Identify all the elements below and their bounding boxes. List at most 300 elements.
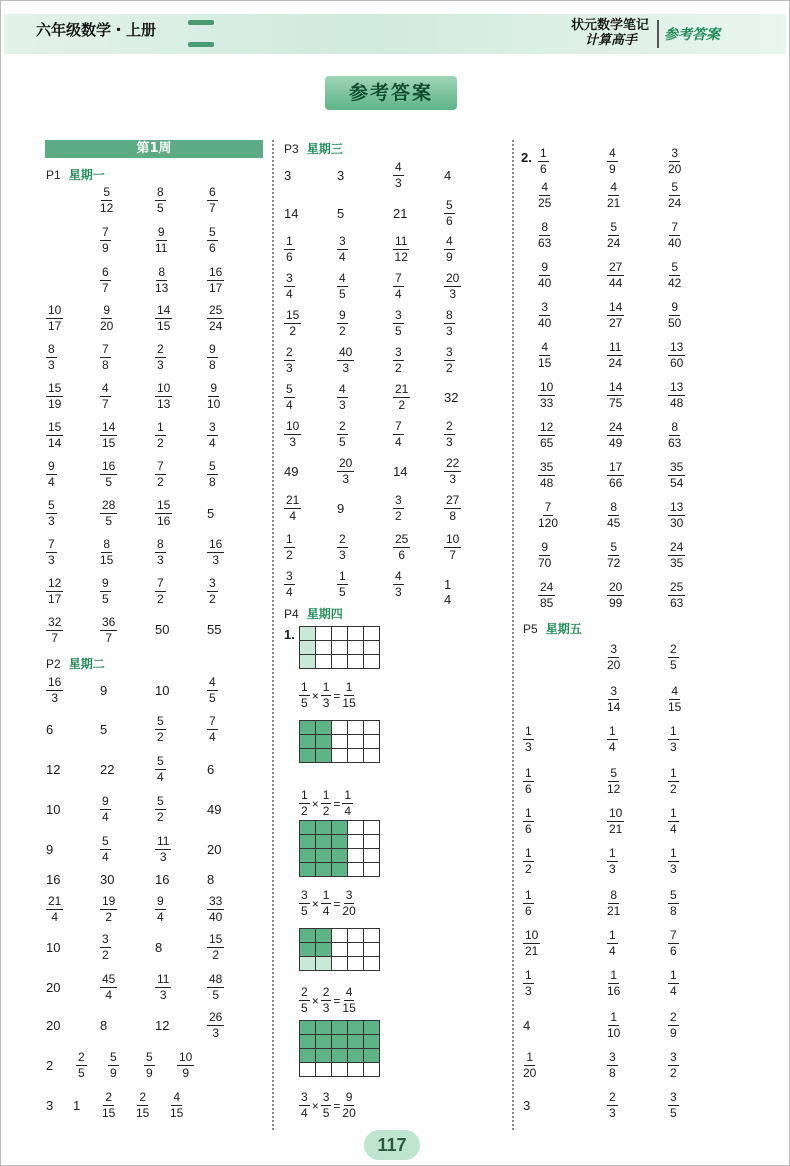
denominator: 4 xyxy=(286,585,293,599)
denominator: 2 xyxy=(209,592,216,606)
numerator: 9 xyxy=(339,308,346,322)
numerator: 5 xyxy=(110,1050,117,1064)
denominator: 19 xyxy=(48,397,62,411)
numerator: 14 xyxy=(609,300,623,314)
denominator: 12 xyxy=(100,201,114,215)
numerator: 3 xyxy=(446,345,453,359)
header-divider xyxy=(657,20,659,48)
answer-p1-p2 xyxy=(46,894,63,925)
denominator: 3 xyxy=(449,287,457,301)
answer-p4-p5 xyxy=(668,846,679,877)
denominator: 4 xyxy=(609,740,616,754)
numerator: 3 xyxy=(541,300,549,314)
denominator: 8 xyxy=(102,358,109,372)
grid-cell xyxy=(332,821,348,835)
numerator: 4 xyxy=(339,382,346,396)
numerator: 20 xyxy=(609,580,623,594)
grid-cell xyxy=(348,1035,364,1049)
numerator: 7 xyxy=(395,419,402,433)
answer-p4-p5 xyxy=(668,928,679,959)
grid-cell xyxy=(348,849,364,863)
answer-p1-p2: 12 xyxy=(155,1018,170,1033)
numerator: 1 xyxy=(339,569,346,583)
answer-p3 xyxy=(393,308,404,339)
denominator: 5 xyxy=(105,514,113,528)
numerator: 1 xyxy=(526,1050,534,1064)
answer-p1-p2 xyxy=(207,894,224,925)
numerator: 3 xyxy=(286,569,293,583)
answer-p4-p5 xyxy=(607,684,620,715)
answer-p1-p2 xyxy=(100,185,113,216)
operator: × xyxy=(311,796,319,811)
denominator: 2 xyxy=(157,592,164,606)
denominator: 63 xyxy=(668,436,682,450)
denominator: 3 xyxy=(342,361,350,375)
numerator: 3 xyxy=(286,271,293,285)
section-page: P5 xyxy=(523,622,538,636)
answer-p1-p2 xyxy=(155,714,166,745)
grid-cell xyxy=(300,1049,316,1063)
answer-p3 xyxy=(444,308,455,339)
denominator: 3 xyxy=(525,984,532,998)
grid-cell xyxy=(364,721,380,735)
denominator: 21 xyxy=(525,944,539,958)
denominator: 5 xyxy=(102,592,109,606)
denominator: 40 xyxy=(538,316,552,330)
grid-cell xyxy=(364,943,380,957)
denominator: 9 xyxy=(609,162,616,176)
denominator: 8 xyxy=(209,358,216,372)
numerator: 16 xyxy=(102,459,116,473)
answer-p4-p5 xyxy=(668,724,679,755)
denominator: 3 xyxy=(322,1001,330,1015)
answer-p4-p5 xyxy=(607,1090,618,1121)
answer-p1-p2 xyxy=(100,972,117,1003)
numerator: 7 xyxy=(395,271,402,285)
grid-cell xyxy=(300,863,316,877)
page-title: 参考答案 xyxy=(325,76,457,110)
answer-p1-p2: 10 xyxy=(46,940,61,955)
answer-p3 xyxy=(284,569,295,600)
numerator: 25 xyxy=(209,303,223,317)
grid-cell xyxy=(364,821,380,835)
denominator: 30 xyxy=(670,516,684,530)
grid-cell xyxy=(332,1035,348,1049)
question-label-1: 1. xyxy=(284,627,295,642)
grid-cell xyxy=(332,1021,348,1035)
answer-p1-p2 xyxy=(207,932,224,963)
answer-p1-p2 xyxy=(155,185,166,216)
grid-cell xyxy=(332,943,348,957)
book-title: 六年级数学・上册 xyxy=(36,21,157,39)
grid-cell xyxy=(316,849,332,863)
section-page: P2 xyxy=(46,657,61,671)
answer-p4-p5 xyxy=(668,580,685,611)
denominator: 7 xyxy=(102,397,109,411)
denominator: 17 xyxy=(209,281,223,295)
denominator: 2 xyxy=(339,324,346,338)
numerator: 21 xyxy=(395,382,409,396)
grid-cell xyxy=(300,735,316,749)
denominator: 15 xyxy=(157,319,171,333)
fraction xyxy=(342,888,355,919)
denominator: 24 xyxy=(668,196,682,210)
grid-cell xyxy=(300,655,316,669)
numerator: 15 xyxy=(209,932,223,946)
operator: = xyxy=(333,796,341,811)
numerator: 1 xyxy=(610,968,618,982)
grid-cell xyxy=(348,735,364,749)
numerator: 8 xyxy=(103,537,111,551)
answer-p3 xyxy=(393,234,409,265)
denominator: 2 xyxy=(157,810,164,824)
denominator: 7 xyxy=(105,631,113,645)
answer-p1-p2 xyxy=(100,537,113,568)
numerator: 9 xyxy=(157,225,165,239)
grid-cell xyxy=(300,957,316,971)
denominator: 20 xyxy=(342,904,356,918)
numerator: 11 xyxy=(157,972,170,986)
answer-p1-p2 xyxy=(136,1090,149,1121)
answer-p1-p2 xyxy=(155,381,172,412)
numerator: 9 xyxy=(102,576,109,590)
denominator: 85 xyxy=(540,596,554,610)
answer-p1-p2 xyxy=(46,537,57,568)
denominator: 13 xyxy=(155,281,169,295)
denominator: 5 xyxy=(339,435,346,449)
numerator: 2 xyxy=(670,1010,677,1024)
answer-p1-p2 xyxy=(76,1050,87,1081)
numerator: 8 xyxy=(610,500,618,514)
numerator: 4 xyxy=(671,684,679,698)
answer-p3 xyxy=(393,532,410,563)
answer-p4-p5 xyxy=(523,968,534,999)
numerator: 11 xyxy=(609,340,622,354)
fraction-grid-3 xyxy=(299,820,380,877)
denominator: 8 xyxy=(670,904,677,918)
grid-cell xyxy=(300,929,316,943)
numerator: 5 xyxy=(610,540,618,554)
denominator: 75 xyxy=(609,396,623,410)
fraction xyxy=(299,788,310,819)
answer-p3 xyxy=(337,308,348,339)
grid-cell xyxy=(364,1021,380,1035)
answer-p1-p2 xyxy=(100,303,113,334)
denominator: 6 xyxy=(525,904,532,918)
denominator: 6 xyxy=(209,241,216,255)
operator: = xyxy=(333,688,341,703)
section-day: 星期三 xyxy=(306,142,343,156)
numerator: 10 xyxy=(540,380,554,394)
numerator: 28 xyxy=(102,498,116,512)
answer-p4-p5 xyxy=(607,724,618,755)
answer-p1-p2 xyxy=(144,1050,155,1081)
fraction xyxy=(299,1090,310,1121)
denominator: 21 xyxy=(607,196,621,210)
numerator: 19 xyxy=(102,894,116,908)
answer-p4-p5 xyxy=(523,806,534,837)
grid-cell xyxy=(316,1063,332,1077)
grid-equation-1 xyxy=(299,680,356,711)
grid-cell xyxy=(316,957,332,971)
answer-p1-p2 xyxy=(170,1090,183,1121)
grid-cell xyxy=(332,735,348,749)
section-p2 xyxy=(46,655,105,672)
answer-p3 xyxy=(284,271,295,302)
page-number: 117 xyxy=(364,1130,420,1160)
answer-p1-p2: 10 xyxy=(155,683,170,698)
grid-cell xyxy=(300,821,316,835)
numerator: 20 xyxy=(339,456,353,470)
denominator: 8 xyxy=(609,1066,616,1080)
numerator: 15 xyxy=(48,420,62,434)
column-divider xyxy=(272,140,274,1130)
answer-p1-p2 xyxy=(207,459,218,490)
numerator: 4 xyxy=(541,180,549,194)
numerator: 24 xyxy=(609,420,623,434)
answer-p1-p2 xyxy=(155,342,166,373)
numerator: 24 xyxy=(540,580,554,594)
denominator: 3 xyxy=(449,472,457,486)
denominator: 6 xyxy=(398,548,406,562)
answer-p4-p5 xyxy=(607,180,620,211)
answer-p1-p2 xyxy=(207,1010,224,1041)
answer-p1-p2 xyxy=(155,498,172,529)
numerator: 8 xyxy=(610,888,618,902)
numerator: 5 xyxy=(286,382,293,396)
answer-p3 xyxy=(284,419,301,450)
denominator: 3 xyxy=(670,740,677,754)
denominator: 17 xyxy=(48,319,62,333)
denominator: 45 xyxy=(607,516,621,530)
denominator: 15 xyxy=(136,1106,150,1120)
denominator: 3 xyxy=(286,361,293,375)
grid-cell xyxy=(364,1035,380,1049)
denominator: 21 xyxy=(609,822,623,836)
answer-p3 xyxy=(337,569,348,600)
denominator: 2 xyxy=(286,548,293,562)
answer-p1-p2: 9 xyxy=(100,683,108,698)
denominator: 3 xyxy=(212,1026,220,1040)
numerator: 4 xyxy=(102,381,109,395)
section-day: 星期四 xyxy=(306,607,343,621)
numerator: 2 xyxy=(322,985,330,999)
fraction xyxy=(342,985,355,1016)
answer-p1-p2 xyxy=(207,675,218,706)
grid-cell xyxy=(316,627,332,641)
answer-p4-p5 xyxy=(668,968,679,999)
denominator: 3 xyxy=(48,358,55,372)
answer-p3 xyxy=(393,493,404,524)
numerator: 1 xyxy=(540,146,547,160)
numerator: 9 xyxy=(209,342,216,356)
numerator: 2 xyxy=(157,342,164,356)
denominator: 25 xyxy=(538,196,552,210)
numerator: 1 xyxy=(609,724,616,738)
answer-p3 xyxy=(444,532,461,563)
answer-p1-p2 xyxy=(155,420,166,451)
section-p5 xyxy=(523,620,582,637)
grid-cell xyxy=(332,1049,348,1063)
numerator: 1 xyxy=(322,788,330,802)
answer-p3 xyxy=(284,234,295,265)
answer-p1-p2: 1 xyxy=(73,1098,81,1113)
numerator: 4 xyxy=(609,146,616,160)
answer-p1-p2 xyxy=(207,972,224,1003)
numerator: 9 xyxy=(541,540,549,554)
denominator: 3 xyxy=(289,435,297,449)
grid-equation-3 xyxy=(299,888,356,919)
answer-p1-p2: 10 xyxy=(46,802,61,817)
numerator: 8 xyxy=(48,342,55,356)
answer-p4-p5 xyxy=(538,460,555,491)
fraction xyxy=(342,788,353,819)
numerator: 17 xyxy=(609,460,623,474)
answer-p1-p2: 20 xyxy=(207,842,222,857)
grid-cell xyxy=(348,749,364,763)
numerator: 5 xyxy=(102,834,109,848)
numerator: 3 xyxy=(345,888,353,902)
numerator: 3 xyxy=(301,1090,308,1104)
answer-p4-p5 xyxy=(538,500,558,531)
series-line2: 计算高手 xyxy=(585,33,638,48)
denominator: 4 xyxy=(670,984,677,998)
denominator: 6 xyxy=(525,822,532,836)
grid-cell xyxy=(332,1063,348,1077)
denominator: 2 xyxy=(212,948,220,962)
denominator: 4 xyxy=(286,287,293,301)
numerator: 15 xyxy=(286,308,300,322)
answer-p3 xyxy=(393,345,404,376)
grid-cell xyxy=(364,641,380,655)
denominator: 70 xyxy=(538,556,552,570)
answer-p4-p5 xyxy=(538,180,551,211)
denominator: 3 xyxy=(446,435,453,449)
denominator: 15 xyxy=(668,700,682,714)
numerator: 9 xyxy=(671,300,679,314)
answer-p3 xyxy=(284,532,295,563)
grid-cell xyxy=(316,721,332,735)
numerator: 5 xyxy=(157,754,164,768)
numerator: 2 xyxy=(446,419,453,433)
numerator: 27 xyxy=(609,260,623,274)
answer-p4-p5 xyxy=(668,766,679,797)
grid-cell xyxy=(316,655,332,669)
numerator: 13 xyxy=(670,380,684,394)
answer-p1-p2 xyxy=(46,381,63,412)
numerator: 6 xyxy=(102,265,109,279)
denominator: 15 xyxy=(102,436,116,450)
answer-p1-p2: 12 xyxy=(46,762,61,777)
denominator: 9 xyxy=(146,1066,153,1080)
answer-p3 xyxy=(444,419,455,450)
grid-cell xyxy=(364,957,380,971)
denominator: 7 xyxy=(209,201,216,215)
answer-p1-p2 xyxy=(46,615,63,646)
answer-p4-p5 xyxy=(523,766,534,797)
numerator: 11 xyxy=(157,834,170,848)
numerator: 8 xyxy=(541,220,549,234)
denominator: 20 xyxy=(100,319,114,333)
answer-p1-p2 xyxy=(207,265,224,296)
denominator: 6 xyxy=(670,944,677,958)
numerator: 1 xyxy=(322,888,330,902)
answer-p3 xyxy=(337,419,348,450)
denominator: 40 xyxy=(209,910,223,924)
numerator: 32 xyxy=(48,615,62,629)
denominator: 65 xyxy=(540,436,554,450)
grid-cell xyxy=(364,627,380,641)
answer-p1-p2 xyxy=(100,932,111,963)
denominator: 72 xyxy=(607,556,621,570)
denominator: 4 xyxy=(609,944,616,958)
answer-p4-p5 xyxy=(607,500,620,531)
numerator: 7 xyxy=(209,714,216,728)
answer-p4-p5 xyxy=(668,460,685,491)
numerator: 3 xyxy=(322,1090,330,1104)
answer-p4-p5 xyxy=(668,220,681,251)
fraction xyxy=(299,985,310,1016)
denominator: 48 xyxy=(540,476,554,490)
denominator: 5 xyxy=(301,696,308,710)
grid-cell xyxy=(348,835,364,849)
grid-cell xyxy=(300,749,316,763)
denominator: 13 xyxy=(157,397,171,411)
answer-p1-p2 xyxy=(100,459,117,490)
denominator: 3 xyxy=(159,850,167,864)
denominator: 6 xyxy=(525,782,532,796)
answer-p4-p5 xyxy=(607,642,620,673)
denominator: 2 xyxy=(289,324,297,338)
operator: × xyxy=(311,1098,319,1113)
answer-p4-p5 xyxy=(607,340,623,371)
denominator: 5 xyxy=(105,475,113,489)
denominator: 120 xyxy=(538,516,559,530)
numerator: 4 xyxy=(345,985,353,999)
denominator: 40 xyxy=(538,276,552,290)
grid-cell xyxy=(316,749,332,763)
numerator: 1 xyxy=(609,846,616,860)
numerator: 2 xyxy=(139,1090,147,1104)
denominator: 20 xyxy=(607,658,621,672)
answer-p1-p2 xyxy=(207,342,218,373)
denominator: 20 xyxy=(668,162,682,176)
denominator: 10 xyxy=(607,1026,621,1040)
denominator: 3 xyxy=(157,358,164,372)
answer-p1-p2 xyxy=(46,459,57,490)
denominator: 2 xyxy=(105,910,113,924)
denominator: 5 xyxy=(78,1066,85,1080)
operator: × xyxy=(311,896,319,911)
denominator: 2 xyxy=(670,782,677,796)
grid-cell xyxy=(332,749,348,763)
numerator: 25 xyxy=(670,580,684,594)
section-day: 星期二 xyxy=(68,657,105,671)
answer-p3 xyxy=(393,382,410,413)
answer-p1-p2 xyxy=(100,381,111,412)
answer-p1-p2: 50 xyxy=(155,622,170,637)
answer-p3 xyxy=(444,271,461,302)
grid-cell xyxy=(316,821,332,835)
answer-p4-p5 xyxy=(607,1010,620,1041)
numerator: 5 xyxy=(48,498,55,512)
denominator: 3 xyxy=(159,988,167,1002)
grid-cell xyxy=(316,863,332,877)
answer-p3: 4 xyxy=(444,168,452,183)
answer-p4-p5 xyxy=(668,340,685,371)
answer-p4-p5 xyxy=(538,300,551,331)
answer-p4-p5 xyxy=(668,1010,679,1041)
